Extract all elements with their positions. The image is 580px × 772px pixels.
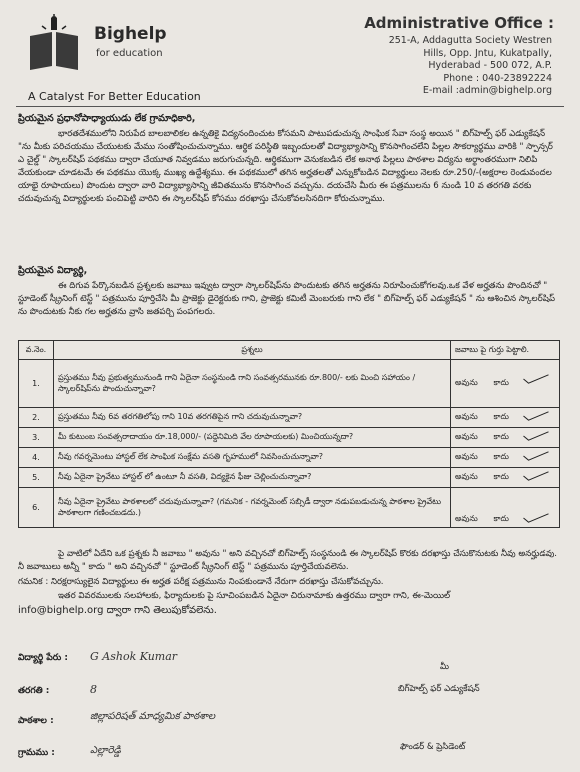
student-name-label: విద్యార్థి పేరు : [18, 653, 68, 663]
row-number: 3. [19, 428, 54, 448]
tagline: A Catalyst For Better Education [28, 90, 201, 103]
answer-cell [451, 488, 560, 528]
table-row [19, 360, 560, 408]
answer-yes[interactable]: అవును [455, 378, 478, 387]
tick-mark-icon [519, 374, 553, 384]
note-line: గమనిక : నిరక్షరాస్యులైన విద్యార్థులు ఈ అర్హత పరీక్ష పత్రమును నింపకుండానే నేరుగా దరఖాస్తు చేసుకోవచ్చును. [18, 577, 384, 587]
answer-cell [451, 428, 560, 448]
tick-mark-icon [519, 411, 553, 421]
row-number: 4. [19, 448, 54, 468]
answer-no[interactable]: కాదు [493, 472, 509, 481]
answer-yes[interactable]: అవును [455, 432, 478, 441]
row-number: 2. [19, 408, 54, 428]
intro-paragraph: భారతదేశములోని నిరుపేద బాలబాలికల ఉన్నతికై విద్యనందించుట కోసమని పాటుపడుచున్న సాంఘిక సేవా సంస్థ అయిన " బిగ్‌హెల్ప్ ఫర్ ఎడ్యుకేషన్ "ను మీకు పరిచయము చేయుటకు మేము సంతోషించుచున్నాము. ఆర్థిక పరిస్థితి ఇబ్బందులతో విద్యాభ్యాసాన్ని కొనసాగించలేని పిల్లల సౌకర్యార్థము వారికి " స్పాన్సర్ ఎ చైల్డ్ " స్కాలర్‌షిప్ పథకము ద్వారా చేయూత నివ్వడము జరుగుచున్నది. ఆర్థికముగా వెనుకబడిన లేక అనాథ పిల్లలు పాఠశాల విద్యను అర్థాంతరముగా నిలిపి వేయకుండా చూడటమే ఈ పథకము యొక్క ముఖ్య ఉద్దేశ్యము. ఈ పథకములో తగిన అర్హతలతో ఎన్నుకోబడిన విద్యార్థులు నెలకు రూ.250/-(అక్షరాల రెండువందల యాభై రూపాయలు) పొందుట ద్వారా వారి విద్యాభ్యాసాన్ని జీవితమును కొనసాగించ వచ్చును. దయచేసి మీరు ఈ పత్రములను 6 నుండి 10 వ తరగతి వరకు చదువుచున్న విద్యార్థులకు పంచిపెట్టి వారిని ఈ స్కాలర్‌షిప్ కోసము దరఖాస్తు చేసుకోవలసినదిగా కోరుచున్నాము. [18, 129, 553, 204]
answer-cell [451, 448, 560, 468]
brand-name: Bighelp [94, 24, 167, 44]
table-row [19, 408, 560, 428]
signature-organization: బిగ్‌హెల్ప్ ఫర్ ఎడ్యుకేషన్ [398, 684, 480, 694]
address-line: Hyderabad - 500 072, A.P. [428, 60, 552, 71]
village-label: గ్రామము : [18, 748, 55, 758]
answer-cell [451, 408, 560, 428]
tick-mark-icon [519, 471, 553, 481]
tick-mark-icon [519, 451, 553, 461]
table-row [19, 428, 560, 448]
class-value[interactable]: 8 [90, 683, 97, 696]
column-header-answer: జవాబు పై గుర్తు పెట్టాలి. [451, 341, 560, 360]
header-divider [16, 106, 564, 107]
answer-no[interactable]: కాదు [493, 412, 509, 421]
row-number: 1. [19, 360, 54, 408]
instruction-paragraph: ఈ దిగువ పేర్కొనబడిన ప్రశ్నలకు జవాబు ఇవ్వుట ద్వారా స్కాలర్‌షిప్‌ను పొందుటకు తగిన అర్హతను నిరూపించుకోగలవు.ఒక వేళ అర్హతను పొందినచో " స్టూడెంట్ స్క్రీనింగ్ టెస్ట్ " పత్రమును పూర్తిచేసి మీ ప్రాజెక్టు డైరెక్టరుకు గాని, ప్రాజెక్టు కమిటీ మెంబరుకు గాని లేక " బిగ్‌హెల్ప్ ఫర్ ఎడ్యుకేషన్ " ను ఆశించిన స్కాలర్‌షిప్ ను పొందుటకు నీకు గల అర్హతను వ్రాసి జతపర్చి పంపగలరు. [18, 281, 555, 317]
answer-yes[interactable]: అవును [455, 514, 478, 523]
tick-mark-icon [519, 513, 553, 523]
answer-no[interactable]: కాదు [493, 452, 509, 461]
village-value[interactable]: ఎల్లారెడ్డి [90, 745, 121, 756]
row-number: 5. [19, 468, 54, 488]
salutation-student: ప్రియమైన విద్యార్థి, [18, 265, 88, 276]
table-row [19, 468, 560, 488]
answer-no[interactable]: కాదు [493, 432, 509, 441]
answer-no[interactable]: కాదు [493, 514, 509, 523]
table-row [19, 448, 560, 468]
question-text: నీవు ఏదైనా ప్రైవేటు హాస్టల్ లో ఉంటూ నీ వసతి, విద్యకైన ఫీజు చెల్లించుచున్నావా? [54, 468, 451, 488]
contact-email-line: info@bighelp.org ద్వారా గాని తెలుపుకోవలెను. [18, 605, 217, 616]
office-title: Administrative Office : [364, 14, 554, 32]
email-line: E-mail :admin@bighelp.org [422, 85, 552, 96]
class-label: తరగతి : [18, 686, 50, 696]
table-header-row [19, 341, 560, 360]
student-name-value[interactable]: G Ashok Kumar [90, 650, 178, 663]
answer-cell [451, 360, 560, 408]
question-text: మీ కుటుంబ సంవత్సరాదాయం రూ.18,000/- (పద్దెనిమిది వేల రూపాయలకు) మించియున్నదా? [54, 428, 451, 448]
signature-mee: మీ [440, 662, 449, 672]
tick-mark-icon [519, 431, 553, 441]
answer-yes[interactable]: అవును [455, 452, 478, 461]
address-line: 251-A, Addagutta Society Westren [388, 35, 552, 46]
answer-cell [451, 468, 560, 488]
school-label: పాఠశాల : [18, 716, 54, 726]
column-header-questions: ప్రశ్నలు [54, 341, 451, 360]
school-value[interactable]: జిల్లాపరిషత్ మాధ్యమిక పాఠశాల [90, 711, 216, 722]
phone-line: Phone : 040-23892224 [443, 72, 552, 84]
question-text: ప్రస్తుతము నీవు 6వ తరగతిలోపు గాని 10వ తరగతిపైన గాని చదువుచున్నావా? [54, 408, 451, 428]
book-lamp-logo-icon [24, 14, 84, 74]
question-text: ప్రస్తుతము నీవు ప్రభుత్వమునుండి గాని ఏదైనా సంస్థనుండి గాని సంవత్సరమునకు రూ.800/- లకు మించి సహాయం / స్కాలర్‌షిప్‌ను పొందుచున్నావా? [54, 360, 451, 408]
row-number: 6. [19, 488, 54, 528]
disqualification-paragraph: పై వాటిలో ఏదేని ఒక ప్రశ్నకు నీ జవాబు " అవును " అని వచ్చినచో బిగ్‌హెల్ప్ సంస్థనుండి ఈ స్కాలర్‌షిప్ కొరకు దరఖాస్తు చేసుకొనుటకు నీవు అనర్హుడవు. నీ జవాబులు అన్నీ " కాదు " అని వచ్చినచో " స్టూడెంట్ స్క్రీనింగ్ టెస్ట్ " పత్రమును పూర్తిచేయవలెను. [18, 549, 558, 572]
table-row [19, 488, 560, 528]
eligibility-table [18, 340, 560, 528]
signature-title: ఫౌండర్ & ప్రెసిడెంట్ [400, 742, 466, 752]
contact-paragraph: ఇతర వివరములకు సలహాలకు, ఫిర్యాదులకు పై సూచింపబడిన ఏదైనా చిరునామాకు ఉత్తరము ద్వారా గాని, ఈ-మెయిల్ [58, 591, 451, 601]
answer-yes[interactable]: అవును [455, 472, 478, 481]
answer-no[interactable]: కాదు [493, 378, 509, 387]
salutation-headmaster: ప్రియమైన ప్రధానోపాధ్యాయుడు లేక గ్రామాధికారి, [18, 113, 196, 124]
question-text: నీవు ఏదైనా ప్రైవేటు పాఠశాలలో చదువుచున్నావా? (గమనిక - గవర్నమెంట్ సబ్సిడీ ద్వారా నడుపబడుచున్న పాఠశాల ప్రైవేటు పాఠశాలగా గణించబడదు.) [54, 488, 451, 528]
column-header-sno: వ.నెం. [19, 341, 54, 360]
brand-subtitle: for education [96, 48, 163, 59]
question-text: నీవు గవర్నమెంటు హాస్టల్ లేక సాంఘిక సంక్షేమ వసతి గృహములో నివసించుచున్నావా? [54, 448, 451, 468]
answer-yes[interactable]: అవును [455, 412, 478, 421]
office-address [312, 35, 552, 98]
address-line: Hills, Opp. Jntu, Kukatpally, [423, 47, 552, 59]
